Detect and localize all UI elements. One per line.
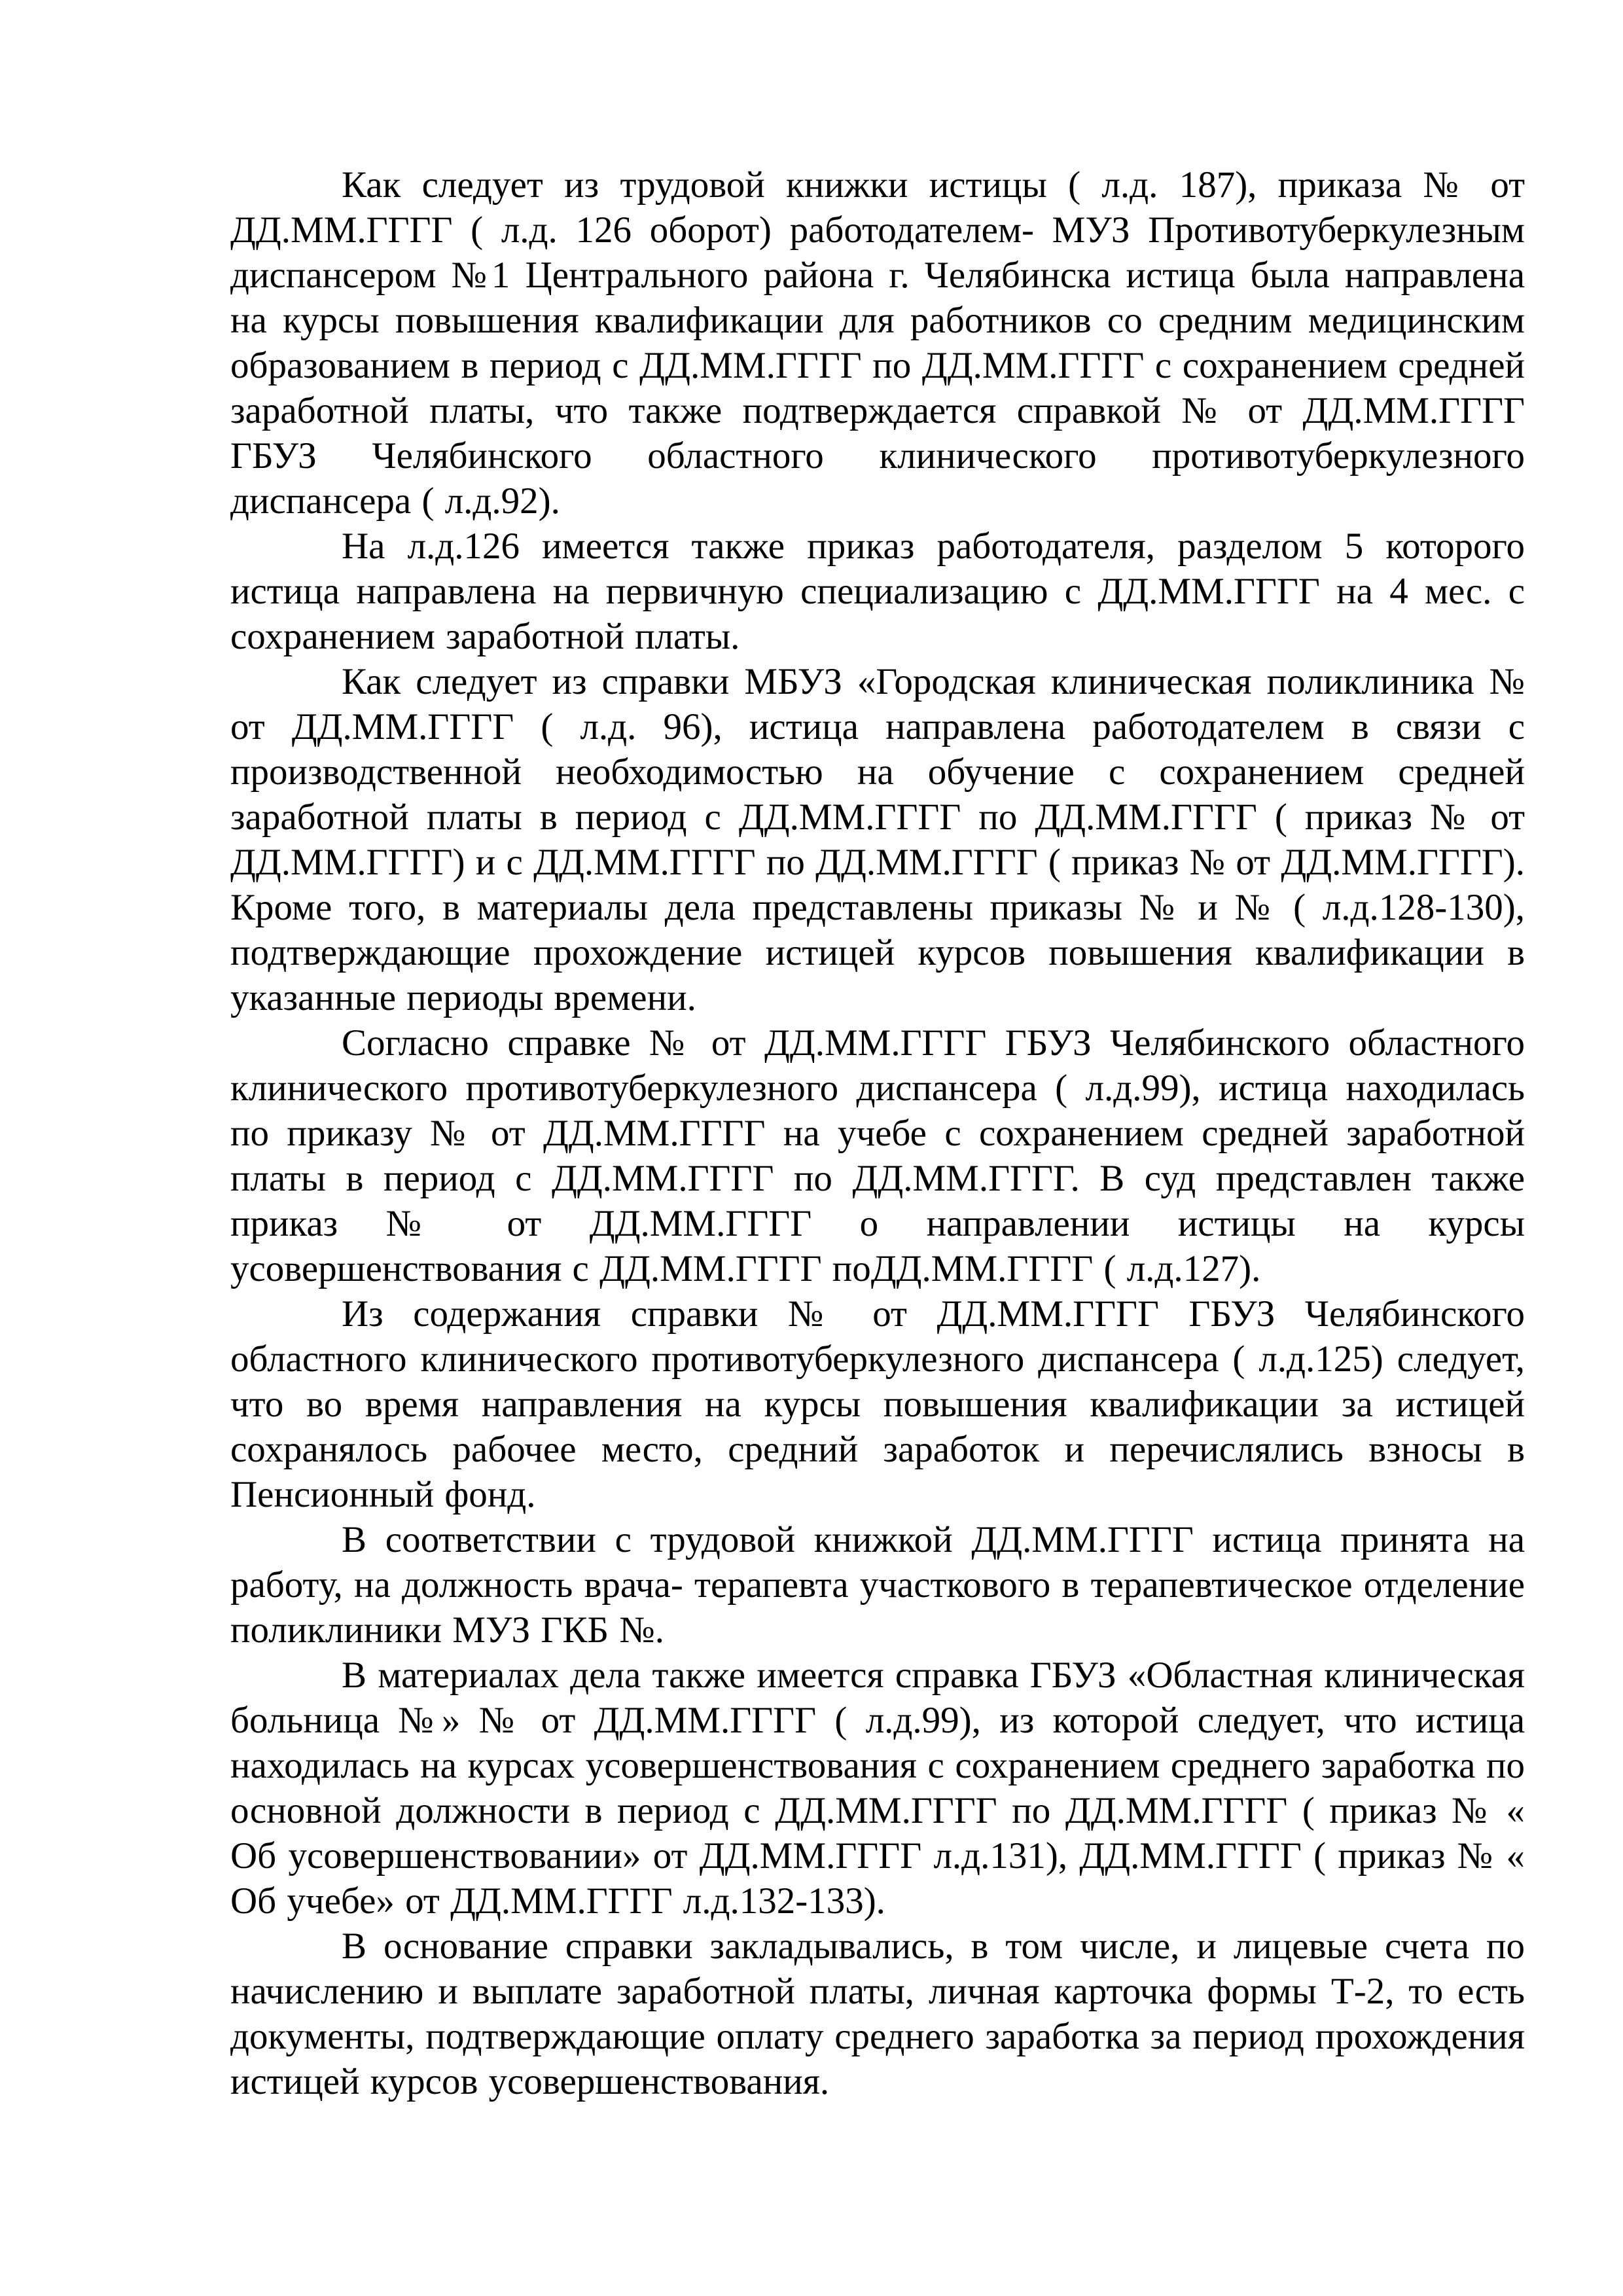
paragraph-1: Как следует из трудовой книжки истицы ( л.д. 187), приказа № от ДД.ММ.ГГГГ ( л.д. 126 оборот) работодателем- МУЗ Противотуберкулезным диспансером №1 Центрального района г. Челябинска истица была направлена на курсы повышения квалификации для работников со средним медицинским образованием в период с ДД.ММ.ГГГГ по ДД.ММ.ГГГГ с сохранением средней заработной платы, что также подтверждается справкой № от ДД.ММ.ГГГГ ГБУЗ Челябинского областного клинического противотуберкулезного диспансера ( л.д.92).	[230, 164, 1525, 522]
paragraph-5: Из содержания справки № от ДД.ММ.ГГГГ ГБУЗ Челябинского областного клинического противотуберкулезного диспансера ( л.д.125) следует, что во время направления на курсы повышения квалификации за истицей сохранялось рабочее место, средний заработок и перечислялись взносы в Пенсионный фонд.	[230, 1293, 1525, 1515]
paragraph-4: Согласно справке № от ДД.ММ.ГГГГ ГБУЗ Челябинского областного клинического противотуберкулезного диспансера ( л.д.99), истица находилась по приказу № от ДД.ММ.ГГГГ на учебе с сохранением средней заработной платы в период с ДД.ММ.ГГГГ по ДД.ММ.ГГГГ. В суд представлен также приказ № от ДД.ММ.ГГГГ о направлении истицы на курсы усовершенствования с ДД.ММ.ГГГГ поДД.ММ.ГГГГ ( л.д.127).	[230, 1022, 1525, 1289]
paragraph-7: В материалах дела также имеется справка ГБУЗ «Областная клиническая больница №» № от ДД.ММ.ГГГГ ( л.д.99), из которой следует, что истица находилась на курсах усовершенствования с сохранением среднего заработка по основной должности в период с ДД.ММ.ГГГГ по ДД.ММ.ГГГГ ( приказ № « Об усовершенствовании» от ДД.ММ.ГГГГ л.д.131), ДД.ММ.ГГГГ ( приказ № « Об учебе» от ДД.ММ.ГГГГ л.д.132-133).	[230, 1655, 1525, 1922]
paragraph-3: Как следует из справки МБУЗ «Городская клиническая поликлиника № от ДД.ММ.ГГГГ ( л.д. 96), истица направлена работодателем в связи с производственной необходимостью на обучение с сохранением средней заработной платы в период с ДД.ММ.ГГГГ по ДД.ММ.ГГГГ ( приказ № от ДД.ММ.ГГГГ) и с ДД.ММ.ГГГГ по ДД.ММ.ГГГГ ( приказ № от ДД.ММ.ГГГГ). Кроме того, в материалы дела представлены приказы № и № ( л.д.128-130), подтверждающие прохождение истицей курсов повышения квалификации в указанные периоды времени.	[230, 661, 1525, 1018]
paragraph-6: В соответствии с трудовой книжкой ДД.ММ.ГГГГ истица принята на работу, на должность врача- терапевта участкового в терапевтическое отделение поликлиники МУЗ ГКБ №.	[230, 1519, 1525, 1651]
paragraph-2: На л.д.126 имеется также приказ работодателя, разделом 5 которого истица направлена на первичную специализацию с ДД.ММ.ГГГГ на 4 мес. с сохранением заработной платы.	[230, 526, 1525, 657]
text-block	[230, 162, 1525, 2104]
paragraph-8: В основание справки закладывались, в том числе, и лицевые счета по начислению и выплате заработной платы, личная карточка формы Т-2, то есть документы, подтверждающие оплату среднего заработка за период прохождения истицей курсов усовершенствования.	[230, 1926, 1525, 2102]
